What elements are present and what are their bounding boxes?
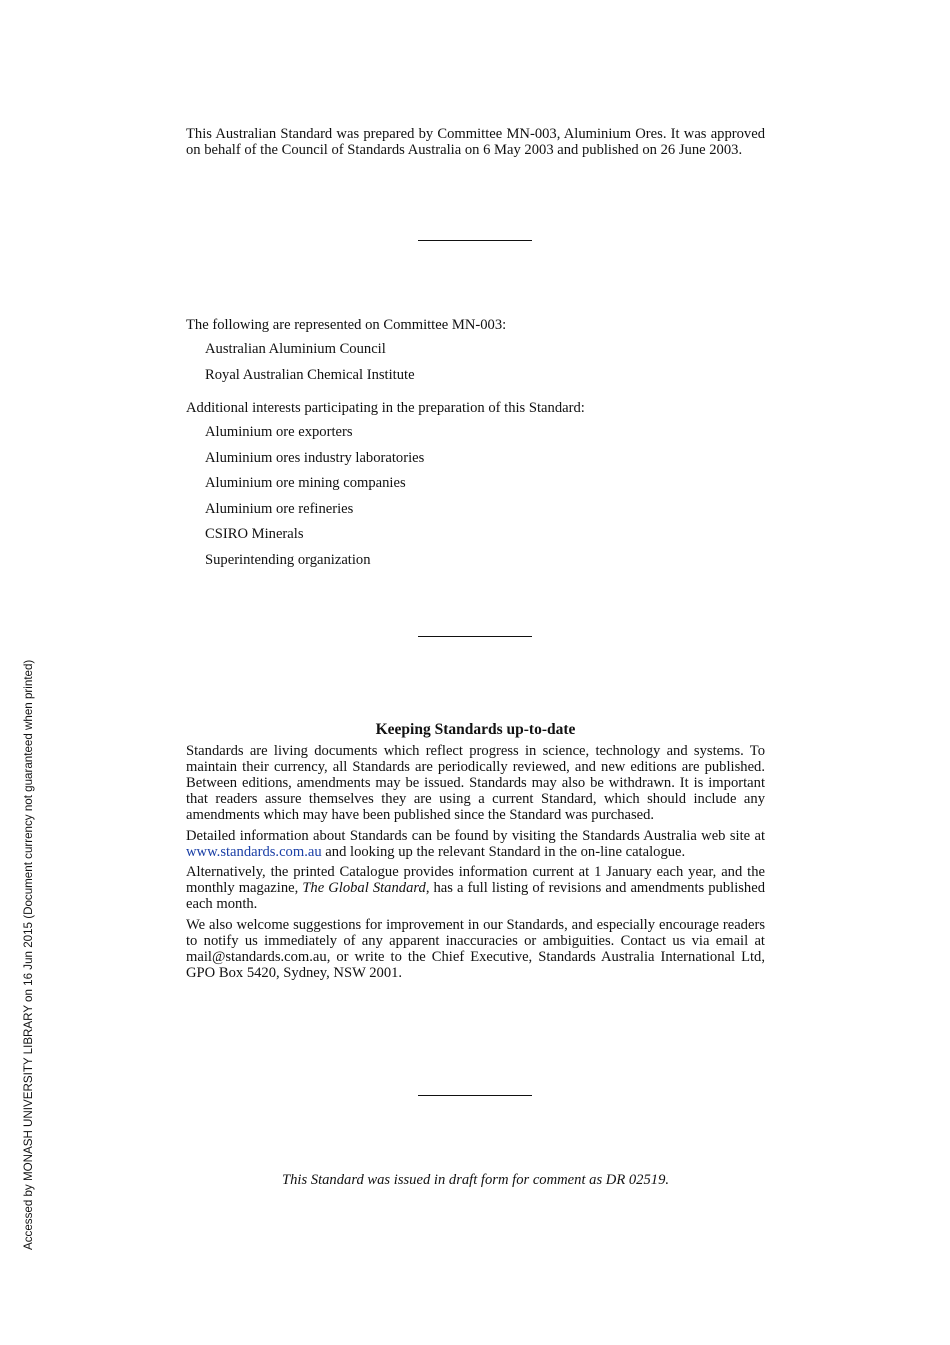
additional-intro: Additional interests participating in the preparation of this Standard: xyxy=(186,400,585,416)
section-divider xyxy=(418,636,532,637)
committee-representation xyxy=(186,317,506,383)
keeping-standards-body xyxy=(186,743,765,985)
draft-issue-note: This Standard was issued in draft form for comment as DR 02519. xyxy=(281,1172,670,1188)
paragraph-text: and looking up the relevant Standard in the on-line catalogue. xyxy=(321,843,686,860)
preparation-statement: This Australian Standard was prepared by Committee MN-003, Aluminium Ores. It was approved on behalf of the Council of Standards Australia on 6 May 2003 and published on 26 June 2003. xyxy=(186,126,765,158)
access-watermark: Accessed by MONASH UNIVERSITY LIBRARY on 16 Jun 2015 (Document currency not guaranteed when printed) xyxy=(22,659,35,1250)
interest-item: Aluminium ores industry laboratories xyxy=(205,449,425,466)
paragraph-text: Alternatively, the printed Catalogue provides information current at 1 January each year, and the monthly magazine, xyxy=(186,864,765,896)
additional-interests xyxy=(186,400,585,568)
keeping-standards-heading: Keeping Standards up-to-date xyxy=(375,721,576,738)
interest-item: CSIRO Minerals xyxy=(205,526,304,543)
paragraph-suggestions: We also welcome suggestions for improvement in our Standards, and especially encourage readers to notify us immediately of any apparent inaccuracies or ambiguities. Contact us via email at mail@standards.com.au, or write to the Chief Executive, Standards Australia International Ltd, GPO Box 5420, Sydney, NSW 2001. xyxy=(186,916,765,981)
magazine-title: The Global Standard xyxy=(302,880,426,896)
paragraph-text: , has a full listing of revisions and amendments published each month. xyxy=(186,880,765,912)
paragraph-text: Detailed information about Standards can be found by visiting the Standards Australia web site at xyxy=(186,827,765,844)
committee-member: Australian Aluminium Council xyxy=(205,341,386,357)
section-divider xyxy=(418,1095,532,1096)
section-divider xyxy=(418,240,532,241)
interest-item: Aluminium ore exporters xyxy=(205,424,353,440)
interest-item: Aluminium ore mining companies xyxy=(205,475,406,492)
paragraph-living-documents: Standards are living documents which reflect progress in science, technology and systems. To maintain their currency, all Standards are periodically reviewed, and new editions are published. Between editions, amendments may be issued. Standards may also be withdrawn. It is important that readers assure themselves they are using a current Standard, which should include any amendments which may have been published since the Standard was purchased. xyxy=(186,743,765,823)
committee-member: Royal Australian Chemical Institute xyxy=(205,367,415,383)
committee-intro: The following are represented on Committee MN-003: xyxy=(186,317,507,333)
interest-item: Superintending organization xyxy=(205,551,371,568)
paragraph-catalogue xyxy=(186,864,765,912)
paragraph-web-info xyxy=(186,828,765,860)
interest-item: Aluminium ore refineries xyxy=(205,500,354,517)
website-link[interactable]: www.standards.com.au xyxy=(186,843,322,860)
